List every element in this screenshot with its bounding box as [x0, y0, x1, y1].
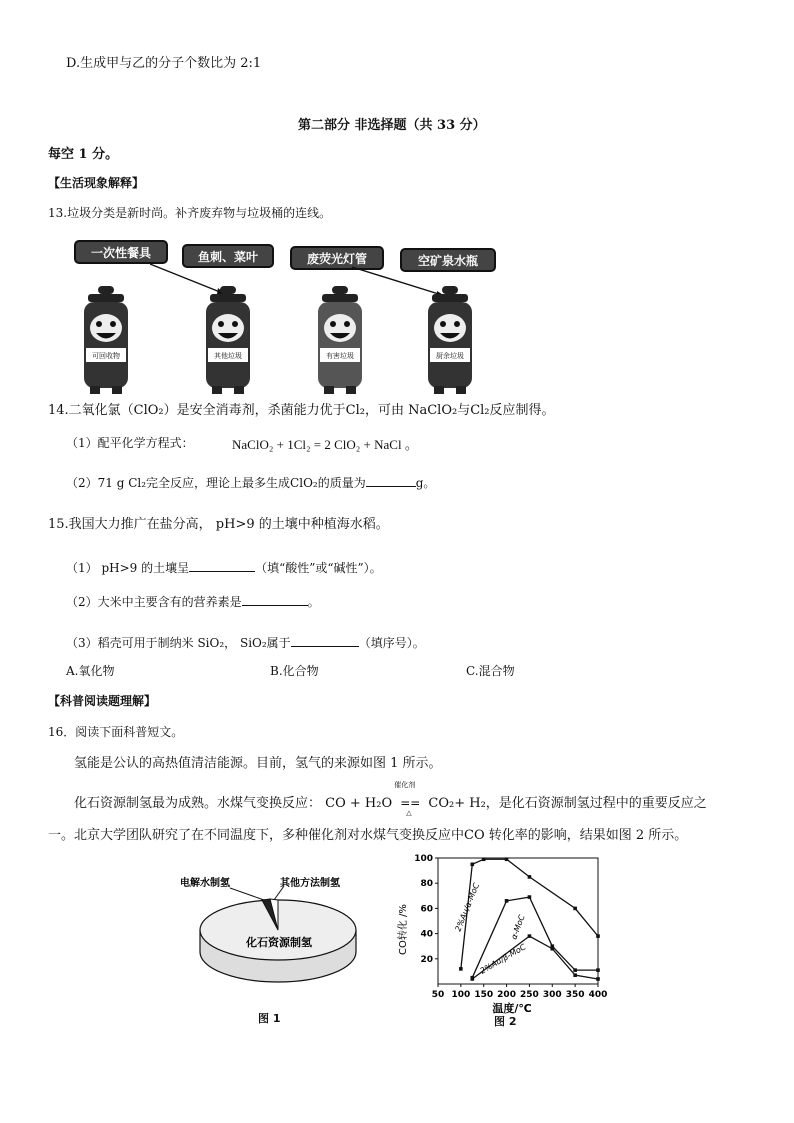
y-tick-label: 60 [420, 904, 433, 915]
data-point-0 [528, 875, 532, 879]
svg-text:可回收物: 可回收物 [92, 352, 120, 360]
data-point-2 [470, 977, 474, 981]
prev-option-d: D.生成甲与乙的分子个数比为 2:1 [66, 56, 262, 71]
pie-label-other: 其他方法制氢 [280, 878, 340, 889]
trash-bin-hazardous[interactable] [318, 286, 362, 394]
waste-item-disposable-tableware[interactable]: 一次性餐具 [74, 240, 168, 264]
data-point-0 [482, 857, 486, 861]
q14-answer-blank[interactable] [366, 472, 416, 487]
connect-line-1 [150, 264, 225, 294]
data-point-0 [505, 857, 509, 861]
q15-option-c[interactable]: C.混合物 [466, 664, 515, 678]
q15-blank-3[interactable] [291, 632, 359, 647]
catalyst-arrow: 催化剂 == △ [394, 781, 421, 817]
x-tick-label: 350 [565, 990, 585, 1000]
q15-part1: （1） pH>9 的土壤呈 （填“酸性”或“碱性”）。 [66, 557, 382, 576]
x-tick-label: 300 [542, 990, 562, 1000]
connect-line-2 [352, 267, 445, 296]
chart-xlabel: 温度/℃ [492, 1002, 532, 1015]
x-tick-label: 250 [520, 990, 539, 1000]
figure2-line-chart [400, 850, 610, 1015]
part2-title: 第二部分 非选择题（共 33 分） [298, 118, 486, 133]
series-line-2 [472, 936, 598, 979]
waste-item-fluorescent-tube[interactable]: 废荧光灯管 [290, 246, 384, 270]
chart-ylabel: CO转化 /% [398, 904, 409, 955]
data-point-2 [550, 947, 554, 951]
trash-bin-recyclable[interactable] [84, 286, 128, 394]
q16-stem: 16．阅读下面科普短文。 [48, 725, 184, 739]
q15-blank-1[interactable] [189, 557, 255, 572]
data-point-0 [596, 934, 600, 938]
trash-bin-other[interactable] [206, 286, 250, 394]
y-tick-label: 100 [414, 854, 433, 864]
y-tick-label: 40 [420, 929, 433, 940]
figure2-caption: 图 2 [494, 1015, 517, 1028]
data-point-1 [596, 968, 600, 972]
trash-bin-kitchen[interactable] [428, 286, 472, 394]
section-science-reading: 【科普阅读题理解】 [48, 694, 157, 708]
svg-text:其他垃圾: 其他垃圾 [214, 352, 242, 360]
q14-equation: NaClO₂ + 1Cl₂ = 2 ClO₂ + NaCl 。 [232, 437, 418, 452]
x-tick-label: 150 [474, 990, 494, 1000]
series-label-alpha: α-MoC [509, 913, 527, 941]
q14-part1-label: （1）配平化学方程式： [66, 436, 194, 450]
q15-option-a[interactable]: A.氧化物 [66, 664, 115, 678]
q16-para2: 化石资源制氢最为成熟。水煤气变换反应： CO + H₂O 催化剂 == △ CO₂+ H₂，是化石资源制氢过程中的重要反应之 [74, 781, 707, 817]
waste-item-fishbone-vegetable[interactable]: 鱼刺、菜叶 [182, 244, 274, 268]
pie-label-fossil: 化石资源制氢 [246, 936, 312, 949]
data-point-1 [505, 899, 509, 903]
data-point-0 [573, 907, 577, 911]
svg-text:厨余垃圾: 厨余垃圾 [436, 352, 464, 360]
pie-label-electrolysis: 电解水制氢 [180, 878, 230, 889]
svg-text:有害垃圾: 有害垃圾 [326, 352, 354, 360]
series-label-au-alpha: 2%Au/α-MoC [453, 881, 482, 933]
x-tick-label: 50 [431, 990, 445, 1000]
x-tick-label: 400 [588, 990, 608, 1000]
q14-part2: （2）71 g Cl₂完全反应，理论上最多生成ClO₂的质量为 g。 [66, 472, 435, 491]
trash-bins-figure [60, 264, 520, 389]
q15-part3: （3）稻壳可用于制纳米 SiO₂， SiO₂属于 （填序号）。 [66, 632, 425, 651]
q15-stem: 15.我国大力推广在盐分高， pH>9 的土壤中种植海水稻。 [48, 517, 389, 532]
y-tick-label: 20 [420, 954, 433, 965]
section-life-phenomena: 【生活现象解释】 [48, 176, 145, 190]
x-tick-label: 200 [497, 990, 516, 1000]
data-point-2 [573, 973, 577, 977]
y-tick-label: 80 [420, 879, 433, 890]
q15-option-b[interactable]: B.化合物 [270, 664, 319, 678]
data-point-2 [596, 977, 600, 981]
figure1-caption: 图 1 [258, 1012, 281, 1025]
data-point-0 [459, 967, 463, 971]
q15-part2: （2）大米中主要含有的营养素是 。 [66, 591, 320, 610]
data-point-1 [573, 968, 577, 972]
series-label-au-beta: 2%Au/β-MoC [478, 942, 528, 976]
x-tick-label: 100 [451, 990, 471, 1000]
q16-para3: 一。北京大学团队研究了在不同温度下，多种催化剂对水煤气变换反应中CO 转化率的影响，结果如图 2 所示。 [48, 828, 688, 843]
waste-item-water-bottle[interactable]: 空矿泉水瓶 [400, 248, 496, 272]
q15-blank-2[interactable] [242, 591, 308, 606]
data-point-1 [528, 895, 532, 899]
data-point-0 [470, 863, 474, 867]
q14-stem: 14.二氧化氯（ClO₂）是安全消毒剂，杀菌能力优于Cl₂，可由 NaClO₂与Cl₂反应制得。 [48, 403, 555, 418]
q16-para1: 氢能是公认的高热值清洁能源。目前，氢气的来源如图 1 所示。 [74, 756, 442, 771]
figure1-pie [178, 868, 378, 1008]
score-note: 每空 1 分。 [48, 147, 119, 162]
data-point-2 [528, 934, 532, 938]
q13-stem: 13.垃圾分类是新时尚。补齐废弃物与垃圾桶的连线。 [48, 206, 332, 220]
